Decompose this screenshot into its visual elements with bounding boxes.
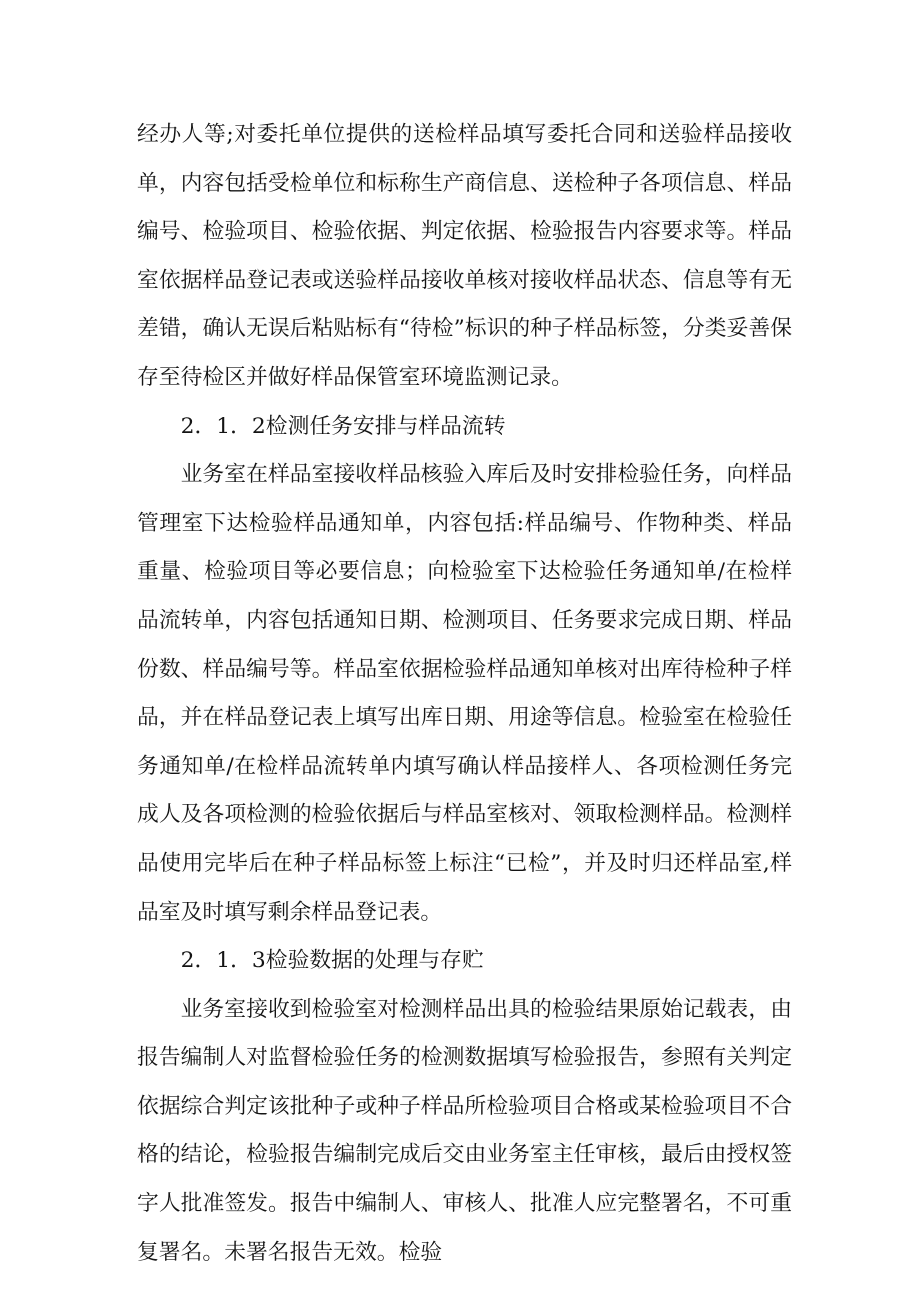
section-heading-2-1-3: 2．1．3检验数据的处理与存贮: [180, 948, 484, 974]
paragraph-data-processing: 业务室接收到检验室对检测样品出具的检验结果原始记载表，由报告编制人对监督检验任务的检测数据填写检验报告，参照有关判定依据综合判定该批种子或种子样品所检验项目合格或某检验项目不合格的结论，检验报告编制完成后交由业务室主任审核，最后由授权签字人批准签发。报告中编制人、审核人、批准人应完整署名，不可重复署名。未署名报告无效。检验: [137, 996, 792, 1265]
document-body: [137, 111, 792, 1277]
paragraph-task-arrangement: 业务室在样品室接收样品核验入库后及时安排检验任务，向样品管理室下达检验样品通知单，内容包括:样品编号、作物种类、样品重量、检验项目等必要信息；向检验室下达检验任务通知单/在检样品流转单，内容包括通知日期、检测项目、任务要求完成日期、样品份数、样品编号等。样品室依据检验样品通知单核对出库待检种子样品，并在样品登记表上填写出库日期、用途等信息。检验室在检验任务通知单/在检样品流转单内填写确认样品接样人、各项检测任务完成人及各项检测的检验依据后与样品室核对、领取检测样品。检测样品使用完毕后在种子样品标签上标注“已检”，并及时归还样品室,样品室及时填写剩余样品登记表。: [137, 462, 792, 925]
paragraph-sample-receipt: 经办人等;对委托单位提供的送检样品填写委托合同和送验样品接收单，内容包括受检单位和标称生产商信息、送检种子各项信息、样品编号、检验项目、检验依据、判定依据、检验报告内容要求等。样品室依据样品登记表或送验样品接收单核对接收样品状态、信息等有无差错，确认无误后粘贴标有“待检”标识的种子样品标签，分类妥善保存至待检区并做好样品保管室环境监测记录。: [137, 122, 792, 390]
section-heading-2-1-2: 2．1．2检测任务安排与样品流转: [180, 413, 506, 439]
